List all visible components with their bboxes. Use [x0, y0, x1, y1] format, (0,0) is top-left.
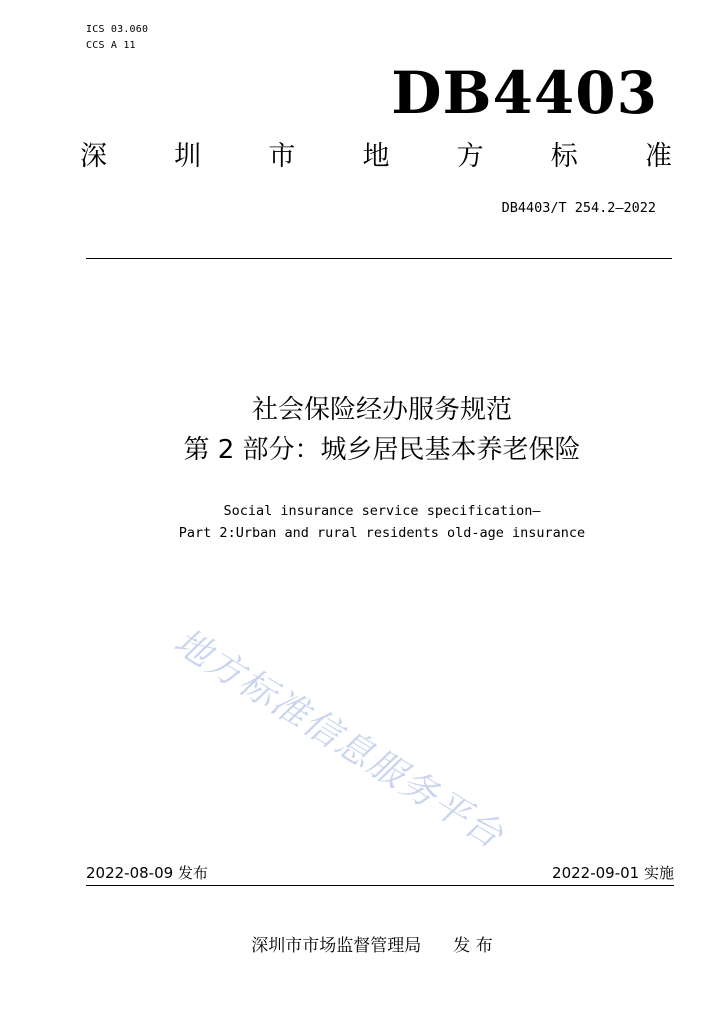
publisher-action: 发 布 [453, 936, 493, 956]
chinese-title-line-1: 社会保险经办服务规范 [251, 395, 512, 425]
standard-type-char: 圳 [174, 141, 202, 172]
footer-divider [86, 885, 674, 886]
ics-code: ICS 03.060 [86, 24, 149, 35]
watermark: 地方标准信息服务平台 [166, 621, 511, 858]
publisher-name: 深圳市市场监督管理局 [251, 936, 422, 956]
standard-type-char: 准 [644, 141, 672, 172]
standard-type-char: 市 [268, 141, 296, 172]
standard-number: DB4403/T 254.2—2022 [501, 200, 656, 216]
standard-type-char: 深 [80, 141, 107, 172]
standard-type-char: 地 [362, 141, 390, 172]
english-title-line-1: Social insurance service specification— [223, 503, 541, 519]
english-title [0, 500, 724, 544]
issue-date: 2022-08-09 发布 [86, 864, 208, 882]
header-divider [86, 258, 672, 259]
standard-type-heading [80, 138, 672, 176]
implementation-date: 2022-09-01 实施 [552, 864, 674, 882]
standard-type-char: 方 [456, 141, 484, 172]
classification-codes [86, 22, 148, 54]
ccs-code: CCS A 11 [86, 40, 136, 51]
standard-code-heading: DB4403 [391, 59, 658, 127]
chinese-title-line-2: 第 2 部分：城乡居民基本养老保险 [183, 435, 581, 465]
chinese-title [0, 390, 724, 470]
english-title-line-2: Part 2:Urban and rural residents old-age insurance [178, 525, 586, 541]
publisher-line [0, 934, 724, 958]
standard-type-char: 标 [550, 141, 578, 172]
